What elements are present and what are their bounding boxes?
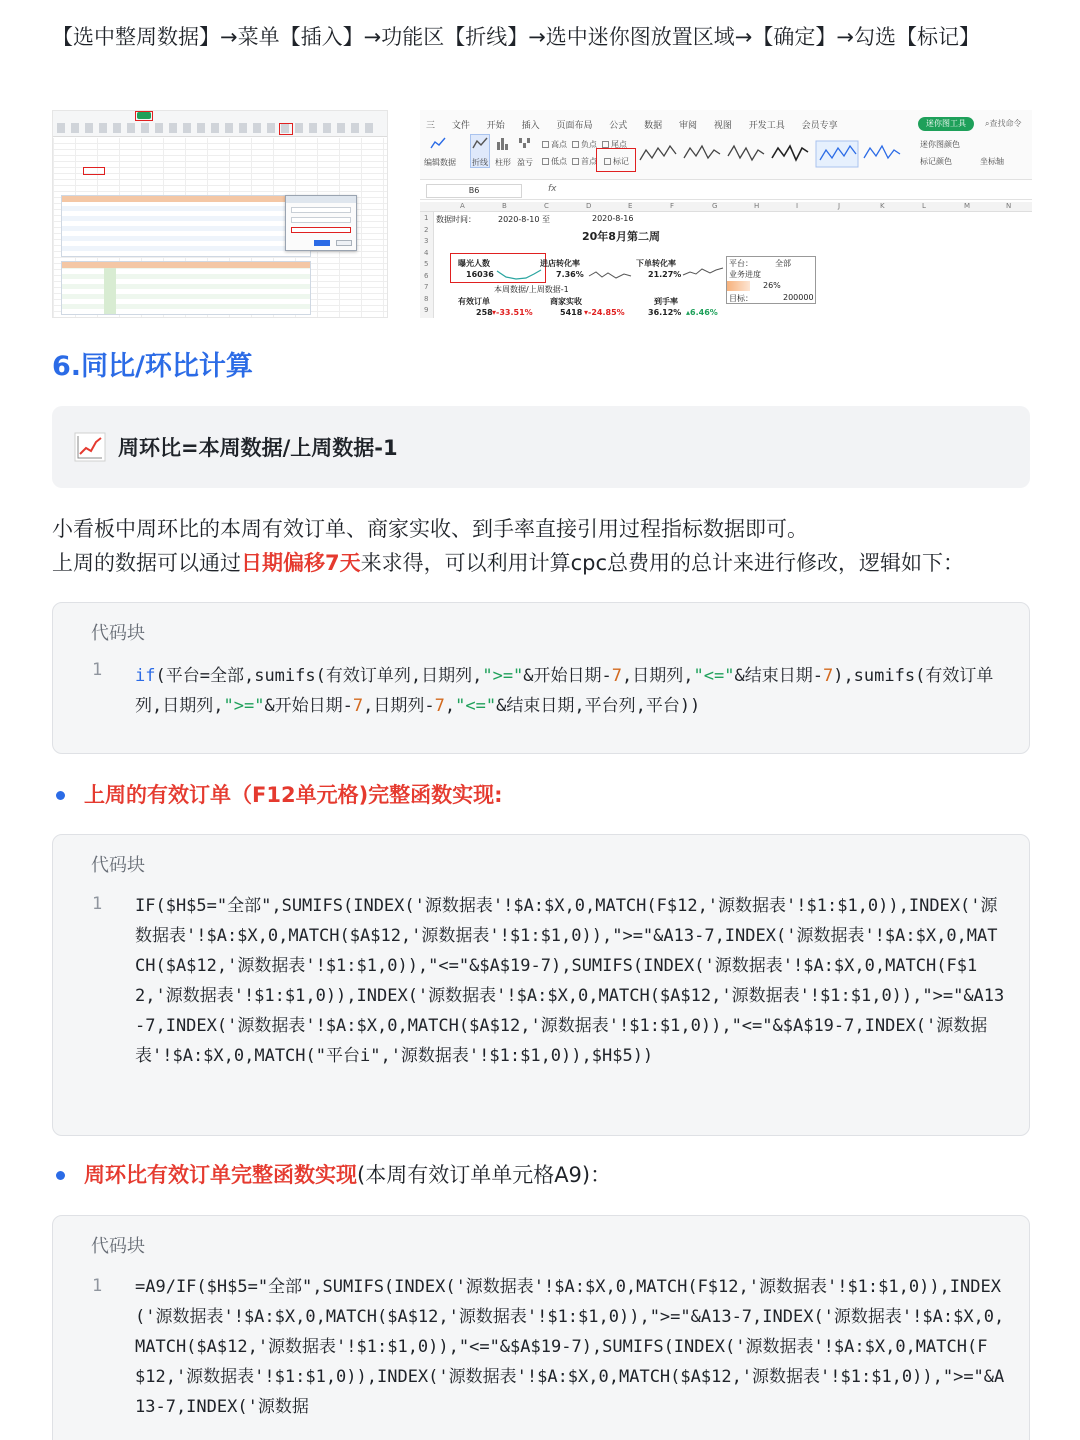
column-header: B xyxy=(502,202,507,210)
metric-label: 下单转化率 xyxy=(636,259,676,268)
week-table xyxy=(61,195,311,257)
arrow-down-icon: ▾ xyxy=(492,308,497,317)
code-token: ,日期列- xyxy=(363,696,435,716)
code-token: "<=" xyxy=(693,666,735,686)
code-token: ">=" xyxy=(482,666,524,686)
highlight-box xyxy=(450,253,546,283)
progress-label: 业务进度 xyxy=(729,270,761,279)
sparkline-tools-tab: 迷你图工具 xyxy=(918,117,974,131)
date-from: 2020-8-10 至 xyxy=(498,215,550,224)
metric-label: 曝光人数 xyxy=(458,259,490,268)
line-button-label: 折线 xyxy=(472,158,488,167)
ribbon-tabs: 三 文件 开始 插入 页面布局 公式 数据 审阅 视图 开发工具 会员专享 xyxy=(426,121,838,131)
highlight-text: 日期偏移7天 xyxy=(241,551,361,575)
highlight-box xyxy=(135,111,153,121)
progress-value: 26% xyxy=(763,281,781,290)
week-title: 20年8月第二周 xyxy=(582,230,660,243)
column-header: L xyxy=(922,202,926,210)
code-token: 7 xyxy=(611,666,623,686)
excel-screenshot-steps xyxy=(52,110,388,318)
code-text: IF($H$5="全部",SUMIFS(INDEX('源数据表'!$A:$X,0,MATCH(F$12,'源数据表'!$1:$1,0)),INDEX('源数据表'!$A:$X,0,MATCH($A$12,'源数据表'!$1:$1,0)),">="&A13-7,INDEX('源数据表'!$A:$X,0,MATCH($A$12,'源数据表'!$1:$1,0)),"<="&$A$19-7),SUMIFS(INDEX('源数据表'!$A:$X,0,MATCH(F$12,'源数据表'!$1:$1,0)),INDEX('源数据表'!$A:$X,0,MATCH($A$12,'源数据表'!$1:$1,0)),">="&A13-7,INDEX('源数据表'!$A:$X,0,MATCH($A$12,'源数据表'!$1:$1,0)),"<="&$A$19-7,INDEX('源数据表'!$A:$X,0,MATCH("平台i",'源数据表'!$1:$1,0)),$H$5)) xyxy=(135,896,1005,1066)
code-caption: 代码块 xyxy=(91,1236,145,1257)
sparkline-style-gallery xyxy=(636,140,906,168)
axis-button: 坐标轴 xyxy=(980,157,1004,166)
checkbox-low: 低点 xyxy=(542,156,567,167)
checkbox-marker: 标记 xyxy=(604,156,629,167)
code-token: ),sumifs(有效订单列,日期列, xyxy=(135,666,994,716)
progress-bar xyxy=(727,281,750,291)
revenue-value: 5418 xyxy=(560,308,583,317)
bullet-highlight: 周环比有效订单完整函数实现 xyxy=(84,1163,357,1187)
code-caption: 代码块 xyxy=(91,855,145,876)
checkbox-high: 高点 xyxy=(542,139,567,150)
arrival-label: 到手率 xyxy=(654,297,678,306)
target-value: 200000 xyxy=(783,293,814,302)
section-title: 6.同比/环比计算 xyxy=(52,351,253,382)
arrival-value: 36.12% xyxy=(648,308,682,317)
name-box: B6 xyxy=(426,184,522,198)
row-header: 8 xyxy=(424,294,429,303)
row-header: 1 xyxy=(424,214,429,222)
metric-value: 21.27% xyxy=(648,270,682,279)
highlight-box xyxy=(279,123,293,135)
paragraph: 小看板中周环比的本周有效订单、商家实收、到手率直接引用过程指标数据即可。 xyxy=(52,517,808,541)
platform-value: 全部 xyxy=(775,259,791,268)
intro-paragraph: 【选中整周数据】→菜单【插入】→功能区【折线】→选中迷你图放置区域→【确定】→勾选【标记】 xyxy=(52,25,980,49)
code-token: sumifs xyxy=(254,666,316,686)
column-header: H xyxy=(754,202,760,210)
column-header: J xyxy=(838,202,841,210)
code-token: &开始日期- xyxy=(523,666,612,686)
platform-label: 平台： xyxy=(729,259,753,268)
winloss-button-label: 盈亏 xyxy=(517,158,533,167)
code-token: &结束日期- xyxy=(734,666,823,686)
line-sparkline-icon xyxy=(472,136,488,150)
column-button-label: 柱形 xyxy=(495,158,511,167)
code-block[interactable] xyxy=(52,602,1030,754)
search-icon: ⌕ xyxy=(985,119,990,128)
code-token: (有效订单列,日期列, xyxy=(315,666,483,686)
highlight-box xyxy=(83,167,105,175)
code-text: =A9/IF($H$5="全部",SUMIFS(INDEX('源数据表'!$A:$X,0,MATCH(F$12,'源数据表'!$1:$1,0)),INDEX('源数据表'!$A:$X,0,MATCH($A$12,'源数据表'!$1:$1,0)),">="&A13-7,INDEX('源数据表'!$A:$X,0,MATCH($A$12,'源数据表'!$1:$1,0)),"<="&$A$19-7),SUMIFS(INDEX('源数据表'!$A:$X,0,MATCH(F$12,'源数据表'!$1:$1,0)),INDEX('源数据表'!$A:$X,0,MATCH($A$12,'源数据表'!$1:$1,0)),">="&A13-7,INDEX('源数据 xyxy=(135,1277,1005,1417)
row-header: 6 xyxy=(424,271,429,280)
date-label: 数据时间： xyxy=(436,215,476,224)
checkbox-last: 尾点 xyxy=(602,139,627,150)
code-token: , xyxy=(444,696,456,716)
column-sparkline-icon xyxy=(496,136,510,150)
bullet-dot xyxy=(56,1171,65,1180)
column-headers xyxy=(420,202,1032,212)
target-label: 目标： xyxy=(729,294,753,303)
code-token: &结束日期,平台列,平台)) xyxy=(496,696,701,716)
orders-change: ▾-33.51% xyxy=(492,308,533,317)
column-header: D xyxy=(586,202,592,210)
column-header: F xyxy=(670,202,675,210)
bullet-dot xyxy=(56,791,65,800)
metric-label: 进店转化率 xyxy=(540,259,580,268)
arrow-up-icon: ▴ xyxy=(686,308,691,317)
column-header: N xyxy=(1006,202,1012,210)
callout-text: 周环比=本周数据/上周数据-1 xyxy=(118,436,398,460)
row-header: 2 xyxy=(424,225,429,234)
code-block[interactable] xyxy=(52,834,1030,1136)
code-token: "<=" xyxy=(455,696,497,716)
code-token: ,日期列, xyxy=(622,666,694,686)
metric-value: 7.36% xyxy=(556,270,584,279)
column-header: G xyxy=(712,202,718,210)
code-caption: 代码块 xyxy=(91,623,145,644)
sparkline xyxy=(682,266,724,278)
code-token: &开始日期- xyxy=(264,696,353,716)
line-number: 1 xyxy=(92,894,103,914)
row-header: 3 xyxy=(424,237,429,245)
line-number: 1 xyxy=(92,660,103,680)
column-header: I xyxy=(796,202,799,210)
row-headers xyxy=(420,212,434,318)
sparkline-dialog xyxy=(285,195,357,251)
row-header: 9 xyxy=(424,306,429,314)
code-text xyxy=(135,661,1005,721)
code-block[interactable] xyxy=(52,1215,1030,1440)
edit-data-label: 编辑数据 xyxy=(424,158,456,167)
progress-panel xyxy=(726,256,816,304)
sparkline-color-button: 迷你图颜色 xyxy=(920,140,960,149)
week-table xyxy=(61,261,311,315)
ribbon xyxy=(53,111,387,137)
chart-icon xyxy=(74,432,106,462)
checkbox-negative: 负点 xyxy=(572,139,597,150)
code-token: if xyxy=(135,666,156,686)
column-header: K xyxy=(880,202,885,210)
code-token: 7 xyxy=(822,666,834,686)
metric-value: 16036 xyxy=(466,270,494,279)
code-token: ">=" xyxy=(223,696,265,716)
excel-screenshot-sparkline xyxy=(420,110,1032,318)
edit-data-icon xyxy=(430,136,446,150)
highlight-box xyxy=(596,148,636,172)
paragraph: 上周的数据可以通过日期偏移7天来求得，可以利用计算cpc总费用的总计来进行修改，逻辑如下： xyxy=(52,551,965,575)
line-number: 1 xyxy=(92,1276,103,1296)
marker-color-button: 标记颜色 xyxy=(920,157,952,166)
arrow-down-icon: ▾ xyxy=(584,308,589,317)
checkbox-first: 首点 xyxy=(572,156,597,167)
column-header: E xyxy=(628,202,633,210)
column-header: C xyxy=(544,202,549,210)
revenue-label: 商家实收 xyxy=(550,297,582,306)
winloss-sparkline-icon xyxy=(518,136,532,150)
bullet-highlight: 上周的有效订单（F12单元格)完整函数实现: xyxy=(84,783,503,807)
search-command: ⌕查找命令 xyxy=(985,119,1022,128)
code-token: 7 xyxy=(434,696,445,716)
revenue-change: ▾-24.85% xyxy=(584,308,625,317)
callout-box xyxy=(52,406,1030,488)
date-to: 2020-8-16 xyxy=(592,214,634,223)
formula-bar xyxy=(420,182,1032,200)
orders-label: 有效订单 xyxy=(458,297,490,306)
compare-note: 本周数据/上周数据-1 xyxy=(494,285,569,294)
arrival-change: ▴6.46% xyxy=(686,308,718,317)
row-header: 4 xyxy=(424,248,429,257)
row-header: 5 xyxy=(424,260,429,268)
column-header: A xyxy=(460,202,465,210)
column-header: M xyxy=(964,202,971,210)
code-token: 7 xyxy=(352,696,364,716)
fx-icon: fx xyxy=(548,184,557,194)
sparkline xyxy=(588,268,632,280)
row-header: 7 xyxy=(424,283,429,291)
ribbon xyxy=(420,110,1032,180)
code-token: (平台=全部, xyxy=(155,666,255,686)
orders-value: 258 xyxy=(476,308,493,317)
